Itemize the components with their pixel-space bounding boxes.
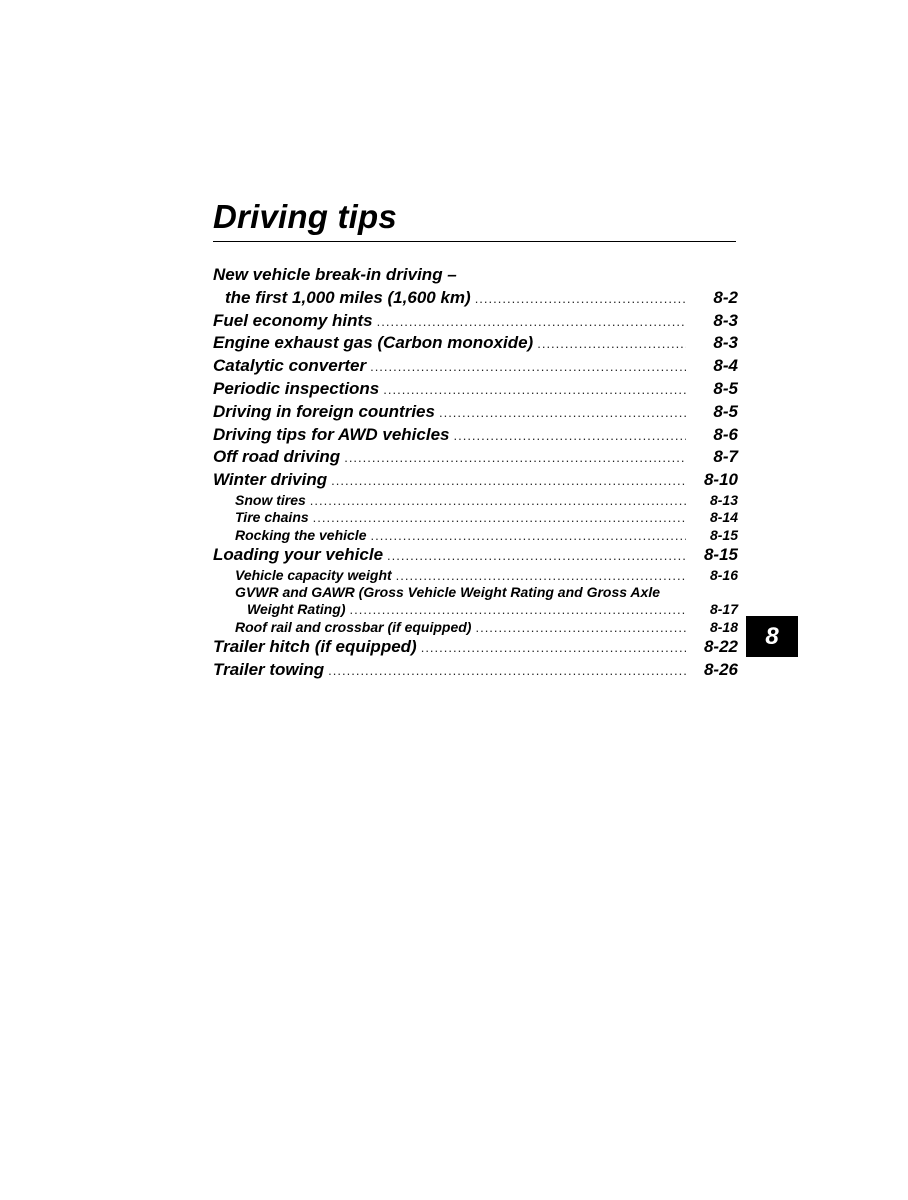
table-of-contents xyxy=(213,264,738,681)
dot-leader xyxy=(366,356,686,379)
dot-leader xyxy=(340,447,686,470)
dot-leader xyxy=(449,425,686,448)
dot-leader xyxy=(366,527,686,544)
chapter-tab: 8 xyxy=(746,616,798,657)
toc-entry-loading-vehicle[interactable] xyxy=(213,544,738,567)
toc-entry-label: Engine exhaust gas (Carbon monoxide) xyxy=(213,333,534,353)
toc-entry-label: Periodic inspections xyxy=(213,378,380,398)
toc-entry-fuel-economy[interactable] xyxy=(213,310,738,333)
toc-entry-winter-driving[interactable] xyxy=(213,469,738,492)
toc-subentry-gvwr-heading[interactable] xyxy=(213,584,738,601)
toc-page-number: 8-2 xyxy=(713,287,738,307)
toc-entry-label: Driving tips for AWD vehicles xyxy=(213,424,450,444)
toc-page-number: 8-3 xyxy=(713,310,738,330)
chapter-title: Driving tips xyxy=(213,198,397,235)
toc-page-number: 8-15 xyxy=(703,544,738,564)
toc-entry-catalytic-converter[interactable] xyxy=(213,355,738,378)
toc-page-number: 8-18 xyxy=(709,618,738,635)
toc-entry-label: Weight Rating) xyxy=(247,601,346,618)
toc-entry-label: Driving in foreign countries xyxy=(213,401,435,421)
dot-leader xyxy=(324,660,686,683)
toc-page-number: 8-5 xyxy=(713,378,738,398)
toc-entry-awd-tips[interactable] xyxy=(213,424,738,447)
toc-page-number: 8-13 xyxy=(709,491,738,508)
toc-entry-label: Roof rail and crossbar (if equipped) xyxy=(235,618,472,635)
toc-page-number: 8-17 xyxy=(709,601,738,618)
toc-page-number: 8-15 xyxy=(709,526,738,543)
toc-entry-label: Rocking the vehicle xyxy=(235,526,367,543)
toc-page-number: 8-26 xyxy=(703,659,738,679)
dot-leader xyxy=(346,601,686,618)
dot-leader xyxy=(471,288,686,311)
dot-leader xyxy=(417,637,686,660)
dot-leader xyxy=(309,509,686,526)
dot-leader xyxy=(306,492,686,509)
dot-leader xyxy=(392,567,686,584)
toc-subentry-snow-tires[interactable] xyxy=(213,492,738,509)
toc-page-number: 8-5 xyxy=(713,401,738,421)
toc-entry-break-in-heading[interactable] xyxy=(213,264,738,287)
toc-entry-break-in[interactable] xyxy=(213,287,738,310)
title-divider xyxy=(213,241,736,242)
toc-entry-trailer-towing[interactable] xyxy=(213,659,738,682)
toc-page-number: 8-16 xyxy=(709,566,738,583)
toc-page-number: 8-4 xyxy=(713,356,738,376)
toc-entry-label: New vehicle break-in driving – xyxy=(213,265,457,284)
toc-entry-exhaust-gas[interactable] xyxy=(213,332,738,355)
dot-leader xyxy=(327,470,686,493)
toc-entry-periodic-inspections[interactable] xyxy=(213,378,738,401)
dot-leader xyxy=(435,402,686,425)
toc-entry-label: Snow tires xyxy=(235,491,306,508)
dot-leader xyxy=(533,333,686,356)
toc-page-number: 8-6 xyxy=(713,424,738,444)
toc-entry-label: Catalytic converter xyxy=(213,356,367,376)
toc-page-number: 8-7 xyxy=(713,447,738,467)
toc-page-number: 8-10 xyxy=(703,470,738,490)
toc-entry-label: Tire chains xyxy=(235,509,309,526)
toc-entry-label: Winter driving xyxy=(213,470,328,490)
dot-leader xyxy=(383,545,686,568)
toc-subentry-rocking-vehicle[interactable] xyxy=(213,527,738,544)
toc-page-number: 8-3 xyxy=(713,333,738,353)
toc-entry-label: GVWR and GAWR (Gross Vehicle Weight Rating and Gross Axle xyxy=(235,583,660,600)
toc-entry-off-road[interactable] xyxy=(213,446,738,469)
toc-subentry-capacity-weight[interactable] xyxy=(213,567,738,584)
toc-entry-label: Trailer hitch (if equipped) xyxy=(213,636,417,656)
dot-leader xyxy=(471,619,686,636)
toc-entry-label: Loading your vehicle xyxy=(213,544,384,564)
toc-entry-foreign-countries[interactable] xyxy=(213,401,738,424)
toc-subentry-tire-chains[interactable] xyxy=(213,509,738,526)
toc-entry-label: Vehicle capacity weight xyxy=(235,566,392,583)
dot-leader xyxy=(373,311,686,334)
toc-entry-trailer-hitch[interactable] xyxy=(213,636,738,659)
toc-entry-label: Fuel economy hints xyxy=(213,310,373,330)
toc-page-number: 8-14 xyxy=(709,509,738,526)
dot-leader xyxy=(379,379,686,402)
toc-subentry-gvwr[interactable] xyxy=(213,601,738,618)
toc-subentry-roof-rail[interactable] xyxy=(213,619,738,636)
toc-page-number: 8-22 xyxy=(703,636,738,656)
toc-entry-label: Off road driving xyxy=(213,447,341,467)
toc-entry-label: Trailer towing xyxy=(213,659,325,679)
toc-entry-label: the first 1,000 miles (1,600 km) xyxy=(225,287,471,307)
